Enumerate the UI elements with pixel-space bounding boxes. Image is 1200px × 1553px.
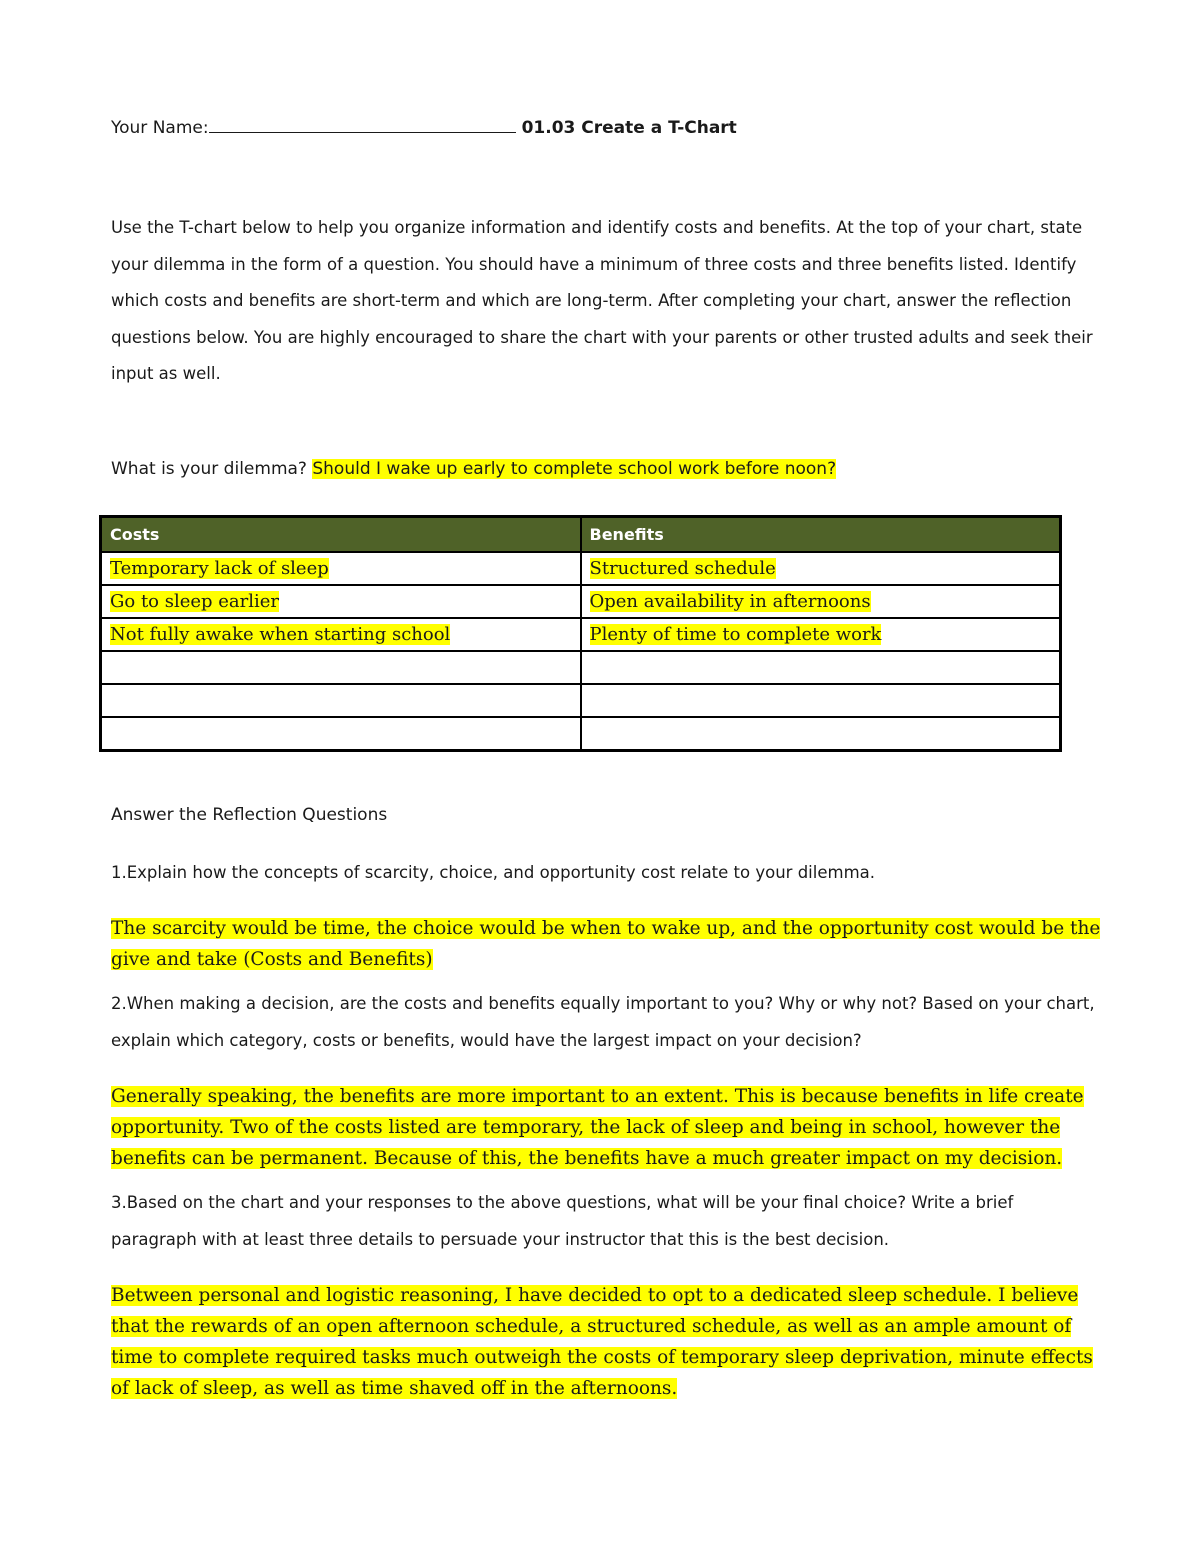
benefit-cell [581, 552, 1061, 585]
cost-cell [101, 618, 581, 651]
answer-2 [111, 1081, 1101, 1174]
dilemma-answer: Should I wake up early to complete school work before noon? [312, 459, 837, 479]
table-row [101, 585, 1061, 618]
benefit-text: Open availability in afternoons [589, 591, 871, 612]
cost-text: Temporary lack of sleep [110, 558, 329, 579]
table-row [101, 552, 1061, 585]
cost-text: Go to sleep earlier [110, 591, 280, 612]
answer-3-text: Between personal and logistic reasoning, I have decided to opt to a dedicated sleep schedule. I believe that the rewards of an open afternoon schedule, a structured schedule, as well as an ample amount of time to complete required tasks much outweigh the costs of temporary sleep deprivation, minute effects of lack of sleep, as well as time shaved off in the afternoons. [111, 1285, 1093, 1399]
question-3: 3.Based on the chart and your responses to the above questions, what will be your final choice? Write a brief paragraph with at least three details to persuade your instructor that this is the best decision. [111, 1193, 1014, 1249]
benefit-cell [581, 618, 1061, 651]
benefit-cell-empty [581, 651, 1061, 684]
dilemma-label: What is your dilemma? [111, 459, 307, 479]
assignment-title: 01.03 Create a T-Chart [521, 118, 737, 138]
question-2: 2.When making a decision, are the costs and benefits equally important to you? Why or why not? Based on your chart, explain which category, costs or benefits, would have the largest impact on your decision? [111, 994, 1095, 1050]
answer-3 [111, 1280, 1101, 1404]
table-row-empty [101, 684, 1061, 717]
answer-2-text: Generally speaking, the benefits are more important to an extent. This is because benefits in life create opportunity. Two of the costs listed are temporary, the lack of sleep and being in school, however the benefits can be permanent. Because of this, the benefits have a much greater impact on my decision. [111, 1086, 1084, 1169]
cost-cell-empty [101, 684, 581, 717]
dilemma-line [111, 459, 836, 479]
header-line [111, 114, 737, 138]
cost-cell-empty [101, 717, 581, 751]
cost-cell [101, 552, 581, 585]
benefits-header: Benefits [581, 517, 1061, 553]
cost-cell-empty [101, 651, 581, 684]
instructions-paragraph: Use the T-chart below to help you organize information and identify costs and benefits. At the top of your chart, state your dilemma in the form of a question. You should have a minimum of three costs and three benefits listed. Identify which costs and benefits are short-term and which are long-term. After completing your chart, answer the reflection questions below. You are highly encouraged to share the chart with your parents or other trusted adults and seek their input as well. [111, 218, 1093, 383]
question-1: 1.Explain how the concepts of scarcity, choice, and opportunity cost relate to your dilemma. [111, 863, 876, 882]
answer-1-text: The scarcity would be time, the choice would be when to wake up, and the opportunity cost would be the give and take (Costs and Benefits) [111, 918, 1101, 970]
benefit-text: Structured schedule [589, 558, 776, 579]
name-label: Your Name: [111, 118, 209, 138]
benefit-cell [581, 585, 1061, 618]
benefit-cell-empty [581, 684, 1061, 717]
t-chart-header-row [101, 517, 1061, 553]
cost-cell [101, 585, 581, 618]
table-row-empty [101, 717, 1061, 751]
benefit-cell-empty [581, 717, 1061, 751]
cost-text: Not fully awake when starting school [110, 624, 451, 645]
answer-1 [111, 913, 1101, 975]
table-row-empty [101, 651, 1061, 684]
costs-header: Costs [101, 517, 581, 553]
t-chart-table [99, 515, 1062, 752]
name-blank-line [209, 114, 516, 133]
reflection-title: Answer the Reflection Questions [111, 805, 388, 825]
benefit-text: Plenty of time to complete work [589, 624, 882, 645]
table-row [101, 618, 1061, 651]
